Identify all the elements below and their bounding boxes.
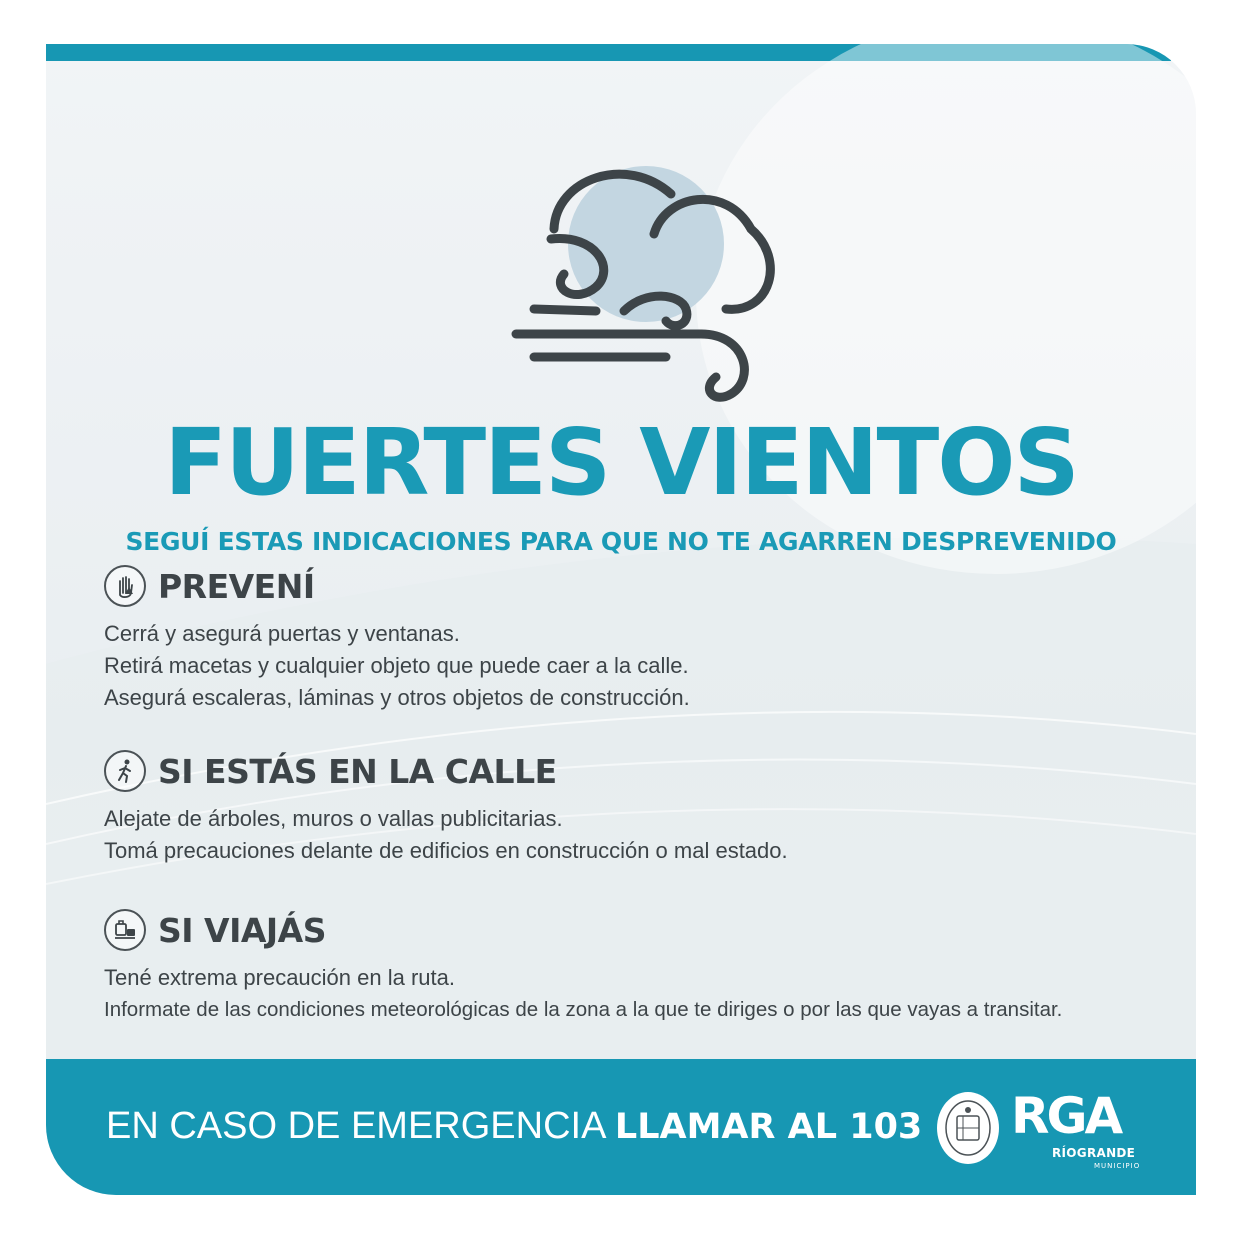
instruction-line: Alejate de árboles, muros o vallas publicitarias. [104, 806, 563, 831]
rga-logo-subtitle-2: MUNICIPIO [1094, 1162, 1141, 1170]
travel-icon [104, 909, 146, 951]
footer-bar [46, 1059, 1196, 1195]
municipal-seal-icon [937, 1092, 999, 1164]
instruction-line: Tené extrema precaución en la ruta. [104, 965, 455, 990]
instruction-line: Retirá macetas y cualquier objeto que puede caer a la calle. [104, 653, 689, 678]
section-title: PREVENÍ [158, 566, 315, 606]
instruction-line: Cerrá y asegurá puertas y ventanas. [104, 621, 460, 646]
rga-logo: RGA [1011, 1087, 1121, 1145]
hand-warning-icon [104, 565, 146, 607]
section-travel [104, 906, 1164, 1026]
rga-logo-subtitle: RÍOGRANDE [1052, 1146, 1136, 1160]
emergency-number: LLAMAR AL 103 [614, 1107, 923, 1147]
section-prevent [104, 562, 1164, 714]
section-title: SI VIAJÁS [158, 910, 326, 950]
instruction-line: Asegurá escaleras, láminas y otros objetos de construcción. [104, 685, 690, 710]
page-title: FUERTES VIENTOS [164, 409, 1078, 516]
poster-card [46, 44, 1196, 1195]
instruction-line: Tomá precauciones delante de edificios en construcción o mal estado. [104, 838, 788, 863]
section-title: SI ESTÁS EN LA CALLE [158, 751, 557, 791]
emergency-text [106, 1105, 922, 1148]
page-subtitle: SEGUÍ ESTAS INDICACIONES PARA QUE NO TE AGARREN DESPREVENIDO [125, 527, 1117, 556]
wind-cloud-icon [476, 139, 776, 414]
section-street [104, 747, 1164, 867]
pedestrian-icon [104, 750, 146, 792]
emergency-prefix: EN CASO DE EMERGENCIA [106, 1105, 615, 1147]
instruction-line: Informate de las condiciones meteorológicas de la zona a la que te diriges o por las que vayas a transitar. [104, 998, 1063, 1021]
